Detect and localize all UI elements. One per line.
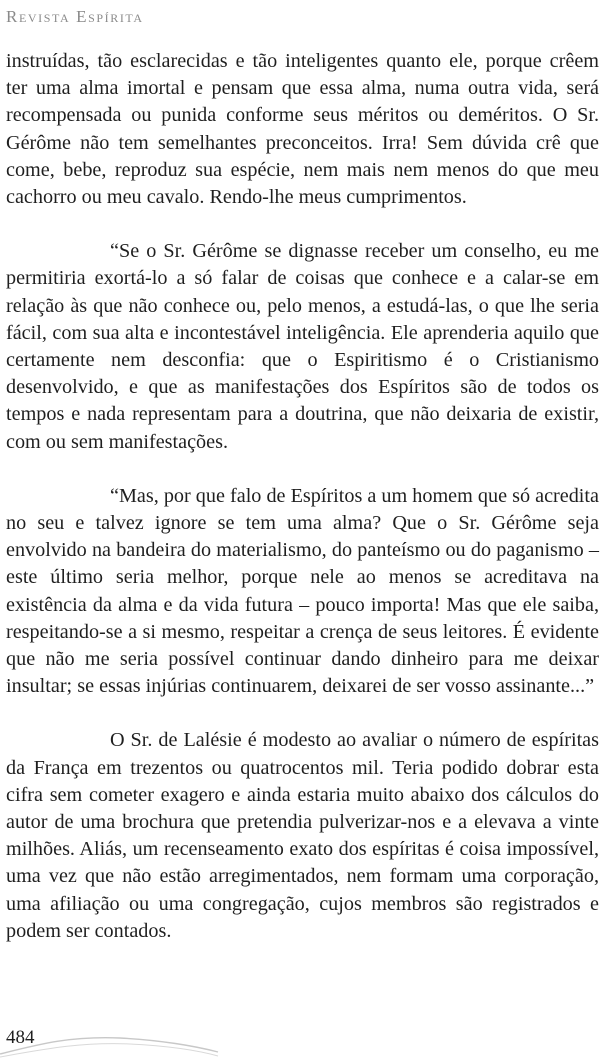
body-text bbox=[6, 48, 599, 972]
paragraph-quote-1: “Se o Sr. Gérôme se dignasse receber um conselho, eu me permitiria exortá-lo a só falar de coisas que conhece e a calar-se em relação às que não conhece ou, pelo menos, a estudá-las, o que lhe seria fácil, com sua alta e incontestável inteligência. Ele aprenderia aquilo que certamente nem desconfia: que o Espiritismo é o Cristianismo desenvolvido, e que as manifestações dos Espíritos são de todos os tempos e nada representam para a doutrina, que não deixaria de existir, com ou sem manifestações. bbox=[6, 240, 599, 453]
paragraph-commentary: O Sr. de Lalésie é modesto ao avaliar o número de espíritas da França em trezentos ou quatrocentos mil. Teria podido dobrar esta cifra sem cometer exagero e ainda estaria muito abaixo dos cálculos do autor de uma brochura que pretendia pulverizar-nos e a elevava a vinte milhões. Aliás, um recenseamento exato dos espíritas é coisa impossível, uma vez que não estão arregimentados, nem formam uma corporação, uma afiliação ou uma congregação, cujos membros são registrados e podem ser contados. bbox=[6, 729, 599, 942]
page-number: 484 bbox=[6, 1027, 35, 1048]
paragraph-continuation: instruídas, tão esclarecidas e tão inteligentes quanto ele, porque crêem ter uma alma imortal e pensam que essa alma, numa outra vida, será recompensada ou punida conforme seus méritos ou deméritos. O Sr. Gérôme não tem semelhantes preconceitos. Irra! Sem dúvida crê que come, bebe, reproduz sua espécie, nem mais nem menos do que meu cachorro ou meu cavalo. Rendo-lhe meus cumprimentos. bbox=[6, 50, 599, 209]
paragraph-quote-2: “Mas, por que falo de Espíritos a um homem que só acredita no seu e talvez ignore se tem uma alma? Que o Sr. Gérôme seja envolvido na bandeira do materialismo, do panteísmo ou do paganismo – este último seria melhor, porque nele ao menos se acreditava na existência da alma e da vida futura – pouco importa! Mas que ele saiba, respeitando-se a si mesmo, respeitar a crença de seus leitores. É evidente que não me seria possível continuar dando dinheiro para me deixar insultar; se essas injúrias continuarem, deixarei de ser vosso assinante...” bbox=[6, 484, 599, 698]
running-header: Revista Espírita bbox=[6, 7, 144, 26]
